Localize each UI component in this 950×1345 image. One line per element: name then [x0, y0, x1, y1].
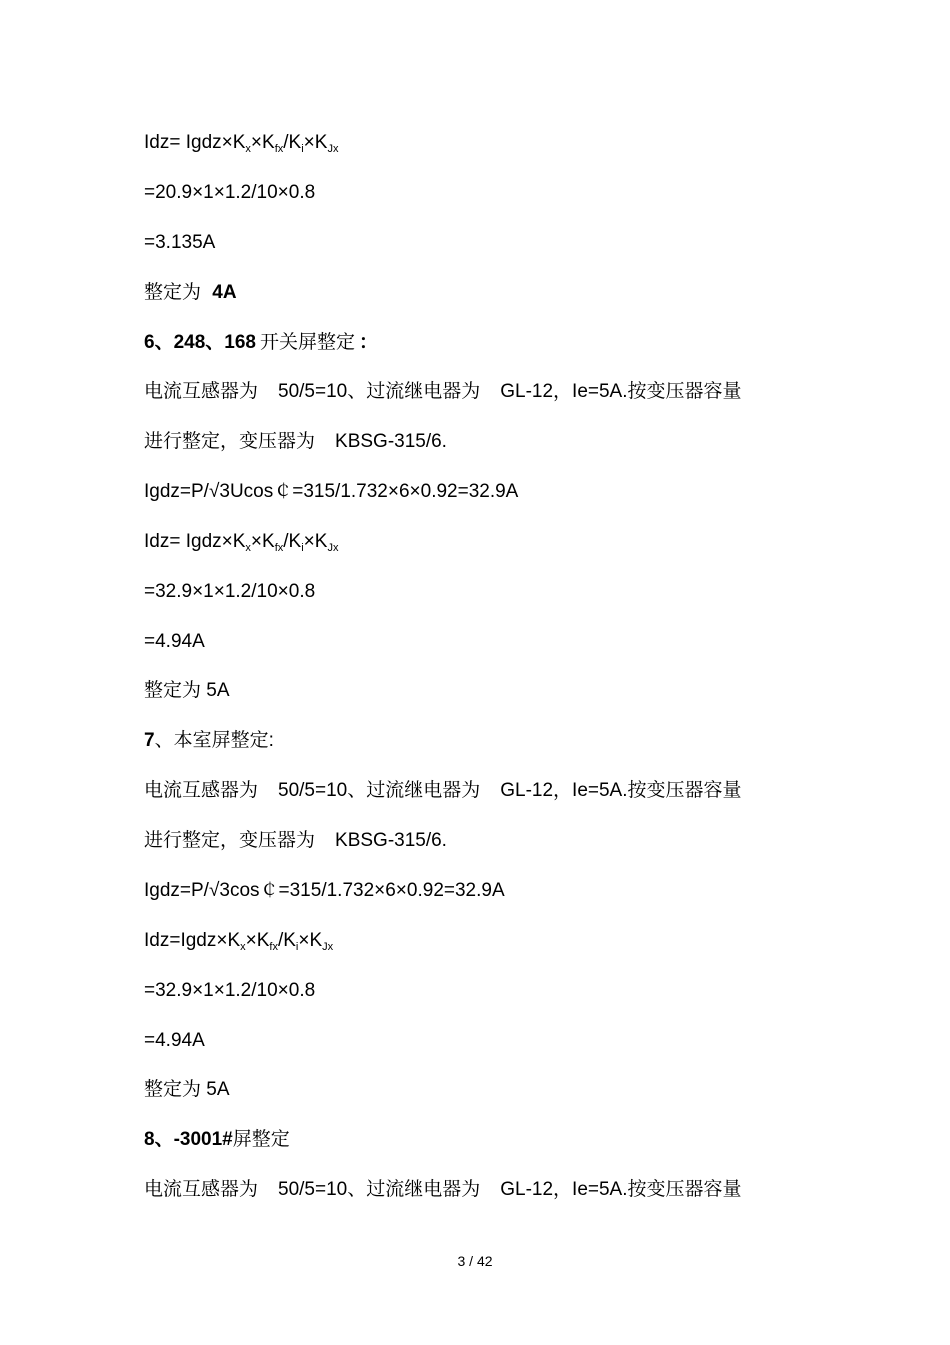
formula-text: Idz= Igdz×K [144, 132, 246, 153]
formula-text: ×K [245, 930, 270, 951]
formula-idz [144, 530, 338, 560]
setting-value: 4A [212, 282, 237, 303]
formula-text: ×K [250, 531, 275, 552]
formula-text: /K [283, 531, 302, 552]
subscript: x [240, 941, 246, 953]
formula-igdz: Igdz=P/√3Ucos￠=315/1.732×6×0.92=32.9A [144, 481, 519, 502]
calc-line: =20.9×1×1.2/10×0.8 [144, 182, 316, 203]
subscript: Jx [327, 143, 339, 155]
section-colon: ： [358, 332, 378, 353]
text-part: KBSG-315/6. [335, 431, 447, 452]
text-part: GL-12，Ie=5A.按变压器容量 [500, 780, 742, 801]
calc-line: =32.9×1×1.2/10×0.8 [144, 581, 316, 602]
section-title: 屏整定 [232, 1129, 290, 1150]
section-heading-6 [144, 331, 378, 355]
text-part: 电流互感器为 [144, 381, 259, 402]
formula-text: ×K [250, 132, 275, 153]
formula-idz [144, 131, 338, 161]
text-part: 电流互感器为 [144, 1179, 259, 1200]
formula-text: /K [277, 930, 296, 951]
section-number: 6、248、168 [144, 332, 256, 353]
section-heading-8 [144, 1128, 290, 1152]
subscript: i [301, 143, 304, 155]
calc-line: =32.9×1×1.2/10×0.8 [144, 980, 316, 1001]
subscript: Jx [327, 542, 339, 554]
description-line [144, 1178, 742, 1202]
formula-text: ×K [298, 930, 323, 951]
description-line [144, 430, 447, 454]
formula-text: /K [283, 132, 302, 153]
setting-label: 整定为 [144, 282, 207, 303]
section-title: 开关屏整定 [259, 332, 355, 353]
text-part: 50/5=10、过流继电器为 [278, 381, 481, 402]
result-line: =3.135A [144, 232, 216, 253]
section-number: 8、-3001# [144, 1129, 233, 1150]
description-line [144, 829, 447, 853]
formula-text: ×K [303, 132, 328, 153]
formula-text: Idz=Igdz×K [144, 930, 241, 951]
text-part: 电流互感器为 [144, 780, 259, 801]
subscript: x [245, 542, 251, 554]
section-heading-7 [144, 729, 274, 753]
subscript: fx [274, 542, 284, 554]
subscript: Jx [322, 941, 334, 953]
subscript: i [295, 941, 299, 953]
section-title: 、本室屏整定: [154, 730, 274, 751]
text-part: GL-12，Ie=5A.按变压器容量 [500, 381, 742, 402]
text-part: 进行整定，变压器为 [144, 431, 316, 452]
text-part: 50/5=10、过流继电器为 [278, 780, 481, 801]
text-part: 进行整定，变压器为 [144, 830, 316, 851]
section-number: 7 [144, 730, 155, 751]
subscript: i [301, 542, 304, 554]
formula-idz [144, 929, 333, 959]
text-part: GL-12，Ie=5A.按变压器容量 [500, 1179, 742, 1200]
formula-text: ×K [303, 531, 328, 552]
setting-line: 整定为 5A [144, 680, 230, 701]
page-number: 3 / 42 [457, 1253, 493, 1269]
subscript: fx [269, 941, 278, 953]
description-line [144, 380, 742, 404]
description-line [144, 779, 742, 803]
formula-igdz: Igdz=P/√3cos￠=315/1.732×6×0.92=32.9A [144, 880, 505, 901]
subscript: fx [274, 143, 284, 155]
result-line: =4.94A [144, 631, 205, 652]
setting-line [144, 281, 237, 305]
result-line: =4.94A [144, 1030, 205, 1051]
text-part: 50/5=10、过流继电器为 [278, 1179, 481, 1200]
formula-text: Idz= Igdz×K [144, 531, 246, 552]
text-part: KBSG-315/6. [335, 830, 447, 851]
setting-line: 整定为 5A [144, 1079, 230, 1100]
subscript: x [245, 143, 251, 155]
